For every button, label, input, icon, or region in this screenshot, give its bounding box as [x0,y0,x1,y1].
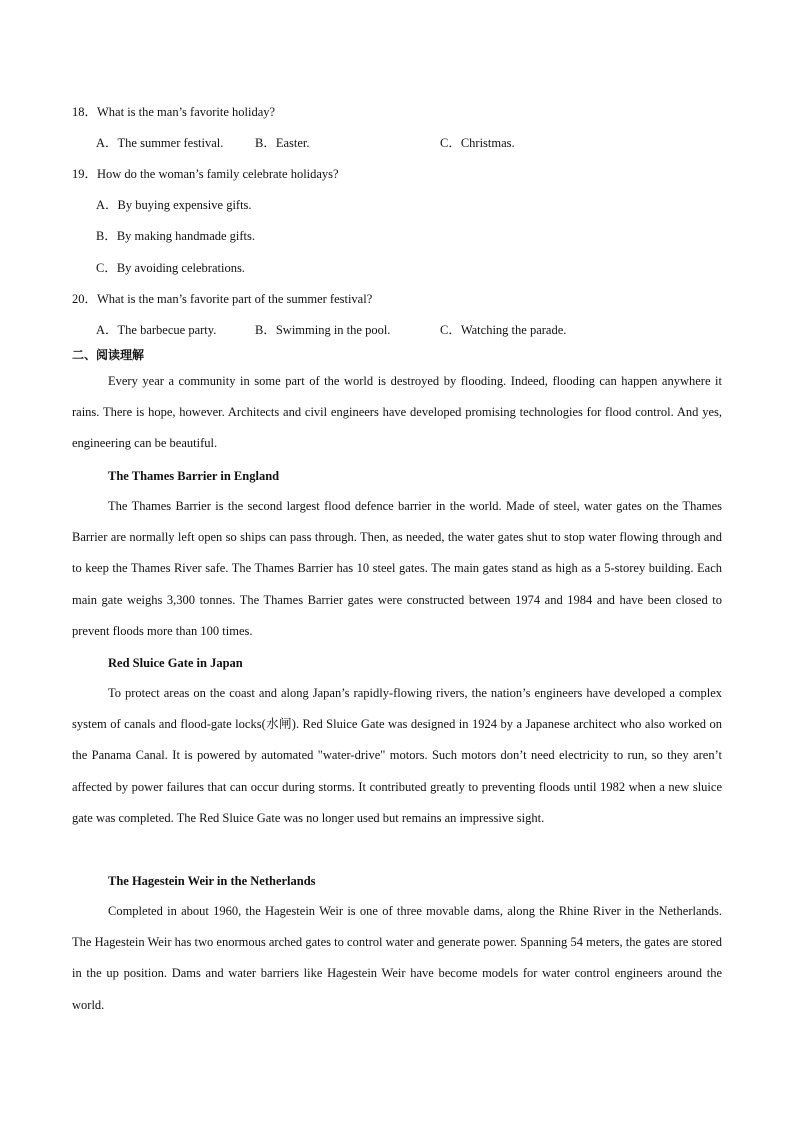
question-19-option-b: B．By making handmade gifts. [96,229,256,243]
question-18-option-c: C．Christmas. [440,136,515,150]
question-20-option-b: B．Swimming in the pool. [255,323,391,337]
question-18-option-a: A．The summer festival. [96,136,224,150]
heading-thames-barrier: The Thames Barrier in England [108,469,280,483]
passage-hagestein-text: Completed in about 1960, the Hagestein Weir is one of three movable dams, along the Rhine River in the Netherlands. The Hagestein Weir has two enormous arched gates to control water and generate power. Spanning 54 meters, the gates are stored in the up position. Dams and water barriers like Hagestein Weir have become models for water control engineers around the world. [72,904,722,1012]
passage-hagestein [72,896,722,1021]
passage-intro-text: Every year a community in some part of the world is destroyed by flooding. Indeed, flooding can happen anywhere it rains. There is hope, however. Architects and civil engineers have developed promising technologies for flood control. And yes, engineering can be beautiful. [72,374,722,451]
heading-hagestein-weir: The Hagestein Weir in the Netherlands [108,874,316,888]
question-18-option-b: B．Easter. [255,136,310,150]
question-18-stem: 18．What is the man’s favorite holiday? [72,105,276,119]
section-title-reading: 二、阅读理解 [72,348,145,362]
passage-intro [72,366,722,460]
passage-red-sluice [72,678,722,834]
passage-red-sluice-text: To protect areas on the coast and along Japan’s rapidly-flowing rivers, the nation’s engineers have developed a complex system of canals and flood-gate locks(水闸). Red Sluice Gate was designed in 1924 by a Japanese architect who also worked on the Panama Canal. It is powered by automated "water-drive" motors. Such motors don’t need electricity to run, so they aren’t affected by power failures that can occur during storms. It contributed greatly to preventing floods until 1982 when a new sluice gate was completed. The Red Sluice Gate was no longer used but remains an impressive sight. [72,686,722,825]
passage-thames [72,491,722,647]
passage-thames-text: The Thames Barrier is the second largest flood defence barrier in the world. Made of steel, water gates on the Thames Barrier are normally left open so ships can pass through. Then, as needed, the water gates shut to stop water flowing through and to keep the Thames River safe. The Thames Barrier has 10 steel gates. The main gates stand as high as a 5-storey building. Each main gate weighs 3,300 tonnes. The Thames Barrier gates were constructed between 1974 and 1984 and have been closed to prevent floods more than 100 times. [72,499,722,638]
question-19-option-a: A．By buying expensive gifts. [96,198,252,212]
question-20-stem: 20．What is the man’s favorite part of the summer festival? [72,292,373,306]
question-19-option-c: C．By avoiding celebrations. [96,261,245,275]
question-20-option-c: C．Watching the parade. [440,323,567,337]
question-19-stem: 19．How do the woman’s family celebrate holidays? [72,167,339,181]
heading-red-sluice-gate: Red Sluice Gate in Japan [108,656,243,670]
question-20-option-a: A．The barbecue party. [96,323,217,337]
